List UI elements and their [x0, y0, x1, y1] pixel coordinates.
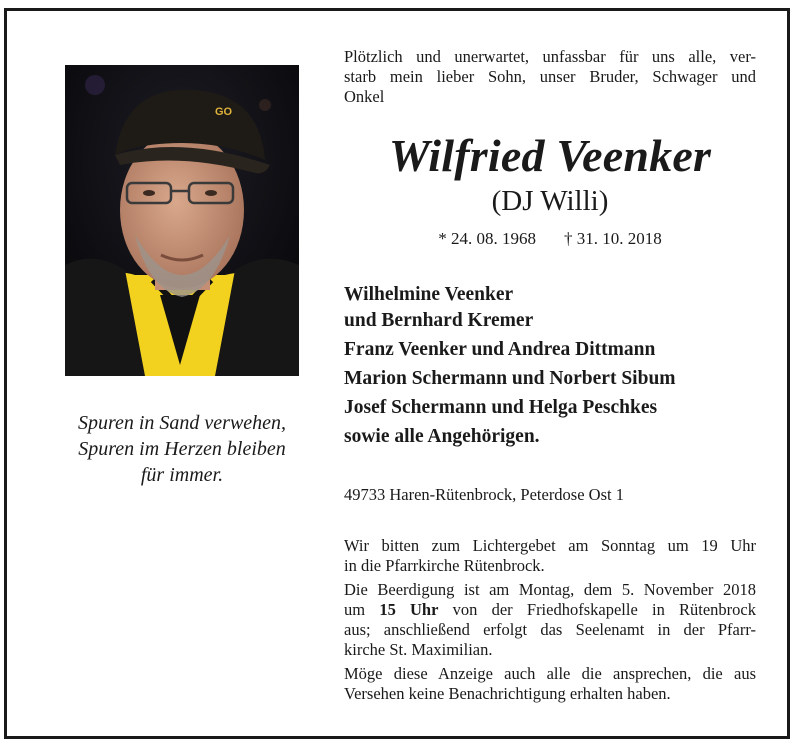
family-line: und Bernhard Kremer	[344, 310, 534, 331]
notice-text: von der Friedhofskapelle in Rütenbrock	[452, 600, 757, 619]
notice-line: kirche St. Maximilian.	[344, 640, 493, 659]
prayer-notice	[344, 536, 756, 576]
notice-line: aus; anschließend erfolgt das Seelenamt in der Pfarr-	[344, 620, 756, 639]
life-dates	[344, 229, 756, 249]
family-line: Franz Veenker und Andrea Dittmann	[344, 339, 656, 360]
notice-line: Die Beerdigung ist am Montag, dem 5. November 2018	[344, 580, 756, 599]
family-line: Wilhelmine Veenker	[344, 284, 514, 305]
notice-line: Wir bitten zum Lichtergebet am Sonntag um 19 Uhr	[344, 536, 756, 555]
poem-line: Spuren in Sand verwehen,	[77, 412, 287, 434]
notice-line: in die Pfarrkirche Rütenbrock.	[344, 556, 545, 575]
intro-line: Plötzlich und unerwartet, unfassbar für uns alle, ver-	[344, 47, 756, 66]
poem-line: Spuren im Herzen bleiben	[78, 438, 286, 460]
family-line: sowie alle Angehörigen.	[344, 426, 540, 447]
funeral-notice	[344, 580, 756, 660]
poem	[51, 410, 313, 488]
mourning-address: 49733 Haren-Rütenbrock, Peterdose Ost 1	[344, 485, 624, 504]
intro-text	[344, 47, 756, 107]
svg-text:GO: GO	[215, 106, 233, 118]
birth-date: * 24. 08. 1968	[438, 229, 536, 248]
notices	[344, 536, 756, 708]
closing-notice	[344, 664, 756, 704]
funeral-time: 15 Uhr	[379, 600, 439, 619]
intro-line: starb mein lieber Sohn, unser Bruder, Schwager und	[344, 67, 756, 86]
deceased-name: Wilfried Veenker	[388, 130, 712, 181]
portrait-photo	[65, 65, 299, 376]
notice-line	[344, 600, 756, 620]
death-date: † 31. 10. 2018	[564, 229, 662, 248]
notice-line: Möge diese Anzeige auch alle die ansprechen, die aus	[344, 664, 756, 683]
intro-line: Onkel	[344, 87, 385, 106]
notice-text: um	[344, 600, 366, 619]
obituary-frame	[4, 8, 790, 739]
family-list	[344, 283, 756, 451]
family-line: Josef Schermann und Helga Peschkes	[344, 397, 658, 418]
family-line: Marion Schermann und Norbert Sibum	[344, 368, 676, 389]
deceased-nickname: (DJ Willi)	[491, 185, 609, 217]
notice-line: Versehen keine Benachrichtigung erhalten haben.	[344, 684, 671, 703]
poem-line: für immer.	[140, 464, 224, 486]
